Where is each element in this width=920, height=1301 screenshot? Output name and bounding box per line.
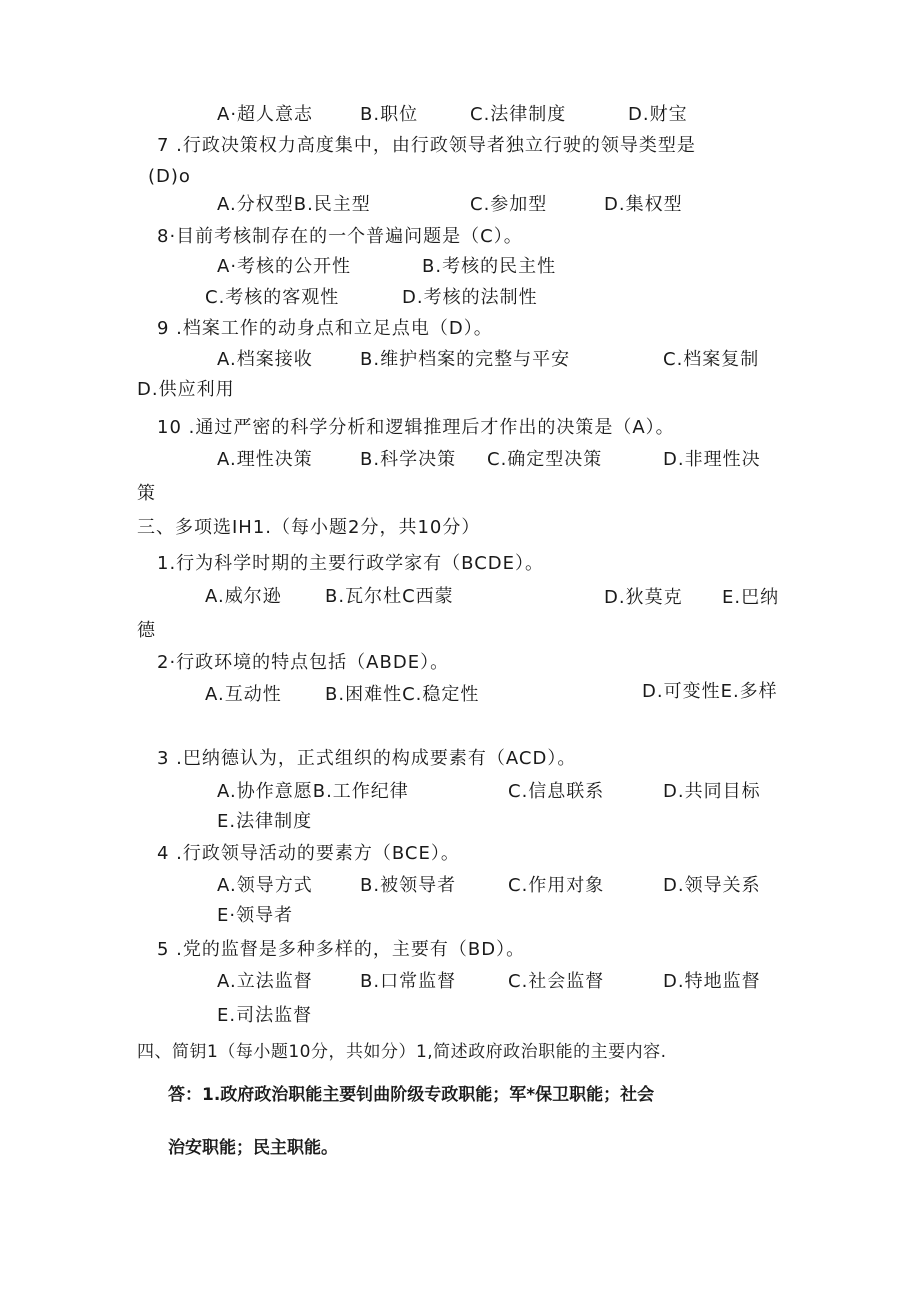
s3-q1-option-a: A.威尔逊 [205, 586, 282, 607]
q6-option-c: C.法律制度 [470, 104, 567, 125]
s3-q3-option-ab: A.协作意愿B.工作纪律 [217, 781, 409, 802]
s3-q2-option-a: A.互动性 [205, 684, 282, 705]
q10-option-d: D.非理性决 [663, 449, 761, 470]
s3-q4-option-e: E·领导者 [217, 905, 294, 926]
s3-q5-option-e: E.司法监督 [217, 1005, 313, 1026]
q6-option-b: B.职位 [360, 104, 419, 125]
s3-q4-option-b: B.被领导者 [360, 875, 457, 896]
section4-answer-line2: 治安职能；民主职能。 [168, 1138, 338, 1158]
s3-q5-option-a: A.立法监督 [217, 971, 313, 992]
section4-heading: 四、简钥1（每小题10分，共如分）1,简述政府政治职能的主要内容. [137, 1042, 667, 1062]
s3-q4-option-d: D.领导关系 [663, 875, 761, 896]
q8-option-a: A·考核的公开性 [217, 256, 352, 277]
q8-option-b: B.考核的民主性 [422, 256, 557, 277]
s3-q3-option-c: C.信息联系 [508, 781, 605, 802]
q10-stem: 10 .通过严密的科学分析和逻辑推理后才作出的决策是（A）。 [157, 417, 675, 438]
q9-option-b: B.维护档案的完整与平安 [360, 349, 571, 370]
s3-q4-stem: 4 .行政领导活动的要素方（BCE）。 [157, 843, 460, 864]
s3-q2-option-de: D.可变性E.多样 [642, 681, 778, 702]
s3-q2-option-bc: B.困难性C.稳定性 [325, 684, 480, 705]
q8-option-d: D.考核的法制性 [402, 287, 538, 308]
section3-heading: 三、多项选IH1.（每小题2分，共10分） [137, 517, 481, 538]
s3-q1-option-bc: B.瓦尔杜C西蒙 [325, 586, 454, 607]
s3-q1-option-d: D.狄莫克 [604, 587, 683, 608]
q8-stem: 8·目前考核制存在的一个普遍问题是（C）。 [157, 226, 523, 247]
q9-option-a: A.档案接收 [217, 349, 313, 370]
q7-stem: 7 .行政决策权力高度集中，由行政领导者独立行驶的领导类型是 [157, 135, 696, 156]
s3-q5-option-d: D.特地监督 [663, 971, 761, 992]
q6-option-d: D.财宝 [628, 104, 688, 125]
q9-option-d: D.供应利用 [137, 379, 235, 400]
q10-option-d-wrap: 策 [137, 483, 156, 504]
q10-option-b: B.科学决策 [360, 449, 457, 470]
s3-q1-option-e: E.巴纳 [722, 587, 780, 608]
s3-q1-stem: 1.行为科学时期的主要行政学家有（BCDE）。 [157, 553, 545, 574]
q8-option-c: C.考核的客观性 [205, 287, 340, 308]
s3-q3-stem: 3 .巴纳德认为，正式组织的构成要素有（ACD）。 [157, 748, 577, 769]
q9-stem: 9 .档案工作的动身点和立足点电（D）。 [157, 318, 493, 339]
s3-q5-option-c: C.社会监督 [508, 971, 605, 992]
s3-q2-stem: 2·行政环境的特点包括（ABDE）。 [157, 652, 450, 673]
s3-q4-option-c: C.作用对象 [508, 875, 605, 896]
s3-q5-option-b: B.口常监督 [360, 971, 457, 992]
s3-q4-option-a: A.领导方式 [217, 875, 313, 896]
q9-option-c: C.档案复制 [663, 349, 760, 370]
q10-option-c: C.确定型决策 [487, 449, 603, 470]
s3-q3-option-e: E.法律制度 [217, 811, 313, 832]
q7-option-c: C.参加型 [470, 194, 548, 215]
section4-answer-line1: 答：1.政府政治职能主要钊曲阶级专政职能；军*保卫职能；社会 [168, 1085, 655, 1105]
q7-answer: (D)o [148, 166, 191, 187]
s3-q5-stem: 5 .党的监督是多种多样的，主要有（BD）。 [157, 939, 526, 960]
q6-option-a: A·超人意志 [217, 104, 314, 125]
s3-q1-option-e-wrap: 德 [137, 620, 156, 641]
q7-option-d: D.集权型 [604, 194, 683, 215]
s3-q3-option-d: D.共同目标 [663, 781, 761, 802]
q7-option-ab: A.分权型B.民主型 [217, 194, 371, 215]
q10-option-a: A.理性决策 [217, 449, 313, 470]
